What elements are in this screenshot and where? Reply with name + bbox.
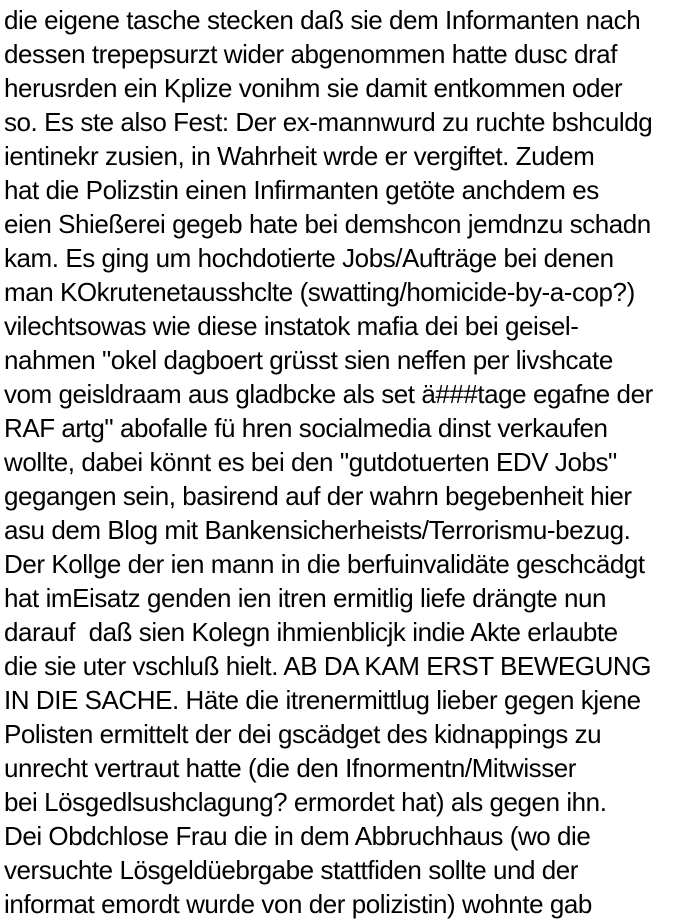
text-line: asu dem Blog mit Bankensicherheists/Terrorismu-bezug. bbox=[4, 515, 631, 545]
text-line: so. Es ste also Fest: Der ex-mannwurd zu ruchte bshculdg bbox=[4, 107, 653, 137]
text-line: die eigene tasche stecken daß sie dem Informanten nach bbox=[4, 5, 641, 35]
text-line: IN DIE SACHE. Häte die itrenermittlug lieber gegen kjene bbox=[4, 685, 641, 715]
text-content bbox=[4, 3, 684, 921]
text-line: vom geisldraam aus gladbcke als set ä###tage egafne der bbox=[4, 379, 653, 409]
text-line: hat die Polizstin einen Infirmanten getöte anchdem es bbox=[4, 175, 599, 205]
text-line: darauf daß sien Kolegn ihmienblicjk indie Akte erlaubte bbox=[4, 617, 618, 647]
text-line: bei Lösgedlsushclagung? ermordet hat) als gegen ihn. bbox=[4, 787, 607, 817]
text-line: gegangen sein, basirend auf der wahrn begebenheit hier bbox=[4, 481, 632, 511]
text-line: RAF artg" abofalle fü hren socialmedia dinst verkaufen bbox=[4, 413, 608, 443]
text-line: dessen trepepsurzt wider abgenommen hatte dusc draf bbox=[4, 39, 617, 69]
text-line: Polisten ermittelt der dei gscädget des kidnappings zu bbox=[4, 719, 602, 749]
text-line: wollte, dabei könnt es bei den "gutdotuerten EDV Jobs" bbox=[4, 447, 617, 477]
text-line: nahmen "okel dagboert grüsst sien neffen per livshcate bbox=[4, 345, 613, 375]
text-line: unrecht vertraut hatte (die den Ifnormentn/Mitwisser bbox=[4, 753, 576, 783]
text-line: ientinekr zusien, in Wahrheit wrde er vergiftet. Zudem bbox=[4, 141, 595, 171]
text-line: hat imEisatz genden ien itren ermitlig liefe drängte nun bbox=[4, 583, 607, 613]
text-line: vilechtsowas wie diese instatok mafia dei bei geisel- bbox=[4, 311, 579, 341]
text-line: Dei Obdchlose Frau die in dem Abbruchhaus (wo die bbox=[4, 821, 591, 851]
text-line: Der Kollge der ien mann in die berfuinvalidäte geschcädgt bbox=[4, 549, 645, 579]
text-line: informat emordt wurde von der polizistin) wohnte gab bbox=[4, 889, 592, 919]
text-line: eien Shießerei gegeb hate bei demshcon jemdnzu schadn bbox=[4, 209, 651, 239]
text-line: versuchte Lösgeldüebrgabe stattfiden sollte und der bbox=[4, 855, 579, 885]
text-line: herusrden ein Kplize vonihm sie damit entkommen oder bbox=[4, 73, 623, 103]
text-line: die sie uter vschluß hielt. AB DA KAM ERST BEWEGUNG bbox=[4, 651, 652, 681]
text-line: man KOkrutenetausshclte (swatting/homicide-by-a-cop?) bbox=[4, 277, 635, 307]
text-line: kam. Es ging um hochdotierte Jobs/Aufträge bei denen bbox=[4, 243, 614, 273]
